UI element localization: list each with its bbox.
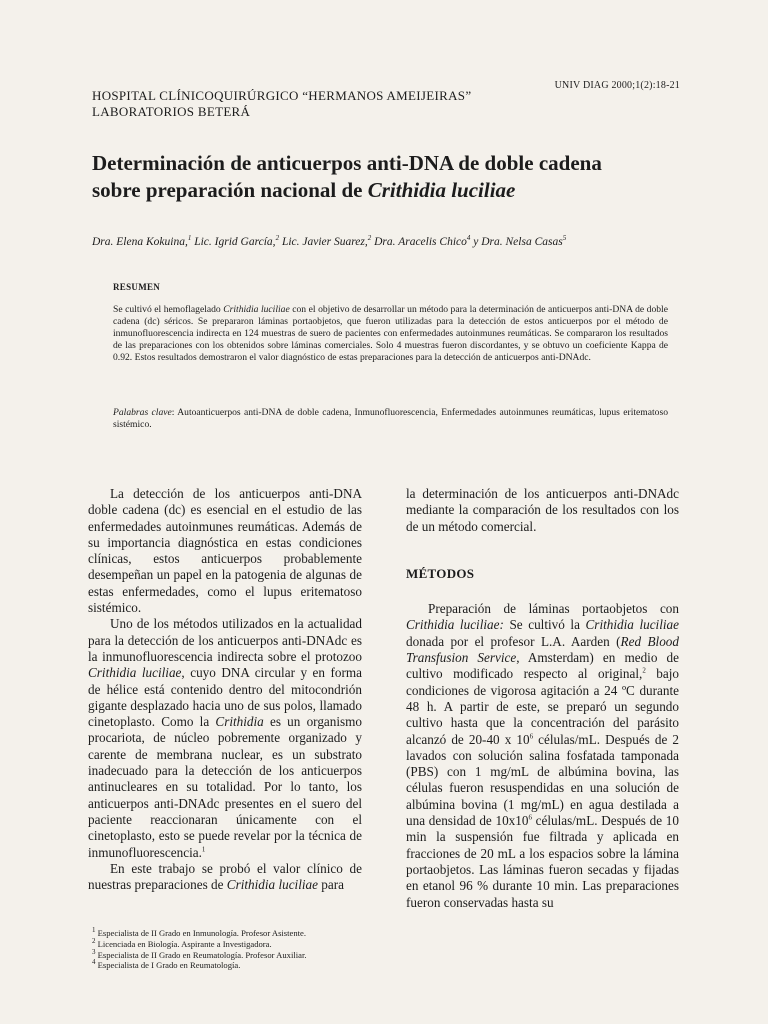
author: Dra. Elena Kokuina, bbox=[92, 236, 188, 248]
author-affiliation: 2 bbox=[275, 234, 280, 243]
footnote-text: Especialista de II Grado en Inmunología. Profesor Asistente. bbox=[97, 928, 306, 938]
body-paragraph: la determinación de los anticuerpos anti-DNAdc mediante la comparación de los resultados con los de un método comercial. bbox=[406, 486, 679, 534]
author: Lic. Igrid García, bbox=[191, 236, 276, 248]
exponent: 6 bbox=[528, 813, 532, 822]
footnote bbox=[92, 936, 392, 950]
section-heading-metodos: MÉTODOS bbox=[406, 565, 475, 581]
abstract-body bbox=[113, 304, 668, 364]
paragraph-text: células/mL. Después de 10 min la suspensión fue filtrada y aplicada en fracciones de 20 mL a los espacios sobre la lámina portaobjetos. Las láminas fueron secadas y fijadas en etanol 96 % durante 10 min. Las preparaciones fueron conservadas hasta su bbox=[406, 813, 679, 910]
citation: 1 bbox=[201, 845, 206, 854]
footnote-text: Especialista de II Grado en Reumatología. Profesor Auxiliar. bbox=[97, 949, 307, 960]
journal-reference: UNIV DIAG 2000;1(2):18-21 bbox=[554, 80, 680, 91]
species-name: Crithidia luciliae bbox=[88, 665, 182, 681]
author-affiliation: 1 bbox=[187, 234, 192, 243]
species-name: Crithidia luciliae bbox=[226, 877, 318, 893]
abstract-text: Se cultivó el hemoflagelado bbox=[113, 304, 224, 315]
paragraph-text: bajo condiciones de vigorosa agitación a 24 ºC durante 48 h. A partir de este, se preparó un segundo cultivo hasta que la concentración del parásito alcanzó de 20-40 x 10 bbox=[406, 666, 679, 747]
author-list bbox=[92, 236, 692, 248]
title-line-1: Determinación de anticuerpos anti-DNA de doble cadena bbox=[92, 151, 602, 175]
body-paragraph bbox=[88, 861, 362, 894]
abstract-species: Crithidia luciliae bbox=[223, 304, 290, 315]
abstract-heading: RESUMEN bbox=[113, 282, 161, 292]
paragraph-text: En este trabajo se probó el valor clínico de nuestras preparaciones de bbox=[88, 860, 362, 893]
paragraph-text: es un organismo procariota, de núcleo pobremente organizado y carente de membrana nuclear, es un substrato inadecuado para la detección de los anticuerpos antinucleares en su totalidad. Por lo tanto, los anticuerpos anti-DNAdc presentes en el suero del paciente reaccionaran únicamente con el cinetoplasto, esto se puede revelar por la técnica de inmunofluorescencia. bbox=[88, 714, 363, 860]
left-column bbox=[88, 486, 362, 893]
species-name: Crithidia luciliae bbox=[585, 617, 680, 633]
species-name: Crithidia luciliae: bbox=[406, 617, 504, 633]
keywords-label: Palabras clave bbox=[113, 407, 172, 418]
footnotes bbox=[92, 928, 392, 971]
footnote-marker: 1 bbox=[92, 926, 96, 935]
author: y Dra. Nelsa Casas bbox=[470, 236, 563, 248]
footnote-marker: 4 bbox=[92, 958, 96, 967]
keywords-text: : Autoanticuerpos anti-DNA de doble cadena, Inmunofluorescencia, Enfermedades autoinmunes reumáticas, lupus eritematoso sistémico. bbox=[113, 407, 668, 430]
exponent: 6 bbox=[529, 732, 534, 741]
author-affiliation: 2 bbox=[367, 234, 372, 243]
footnote bbox=[92, 960, 392, 971]
title-line-2-text: sobre preparación nacional de bbox=[92, 178, 368, 202]
hospital-name: HOSPITAL CLÍNICOQUIRÚRGICO “HERMANOS AMEIJEIRAS” bbox=[92, 88, 472, 103]
footnote-text: Especialista de I Grado en Reumatología. bbox=[97, 960, 241, 971]
paragraph-text: células/mL. Después de 2 lavados con solución salina fosfatada tamponada (PBS) con 1 mg/mL de albúmina bovina, las células fueron resuspendidas en una solución de albúmina bovina (1 mg/mL) en agua destilada a una densidad de 10x10 bbox=[406, 731, 679, 829]
paragraph-text: Uno de los métodos utilizados en la actualidad para la detección de los anticuerpos anti-DNAdc es la inmunofluorescencia indirecta sobre el protozoo bbox=[88, 616, 362, 664]
body-paragraph: La detección de los anticuerpos anti-DNA doble cadena (dc) es esencial en el estudio de las enfermedades autoinmunes reumáticas. Además de su importancia diagnóstica en estas condiciones clínicas, estos anticuerpos probablemente desempeñan un papel en la patogenia de algunas de estas enfermedades, como el lupus eritematoso sistémico. bbox=[88, 486, 362, 616]
title-line-2 bbox=[92, 177, 692, 204]
paragraph-text: Se cultivó la bbox=[503, 617, 586, 633]
footnote bbox=[92, 947, 392, 961]
paragraph-text: , cuyo DNA circular y en forma de hélice está contenido dentro del mitocondrión gigante desplazado hacia uno de sus polos, llamado cinetoplasto. Como la bbox=[88, 665, 362, 730]
footnote bbox=[92, 928, 392, 939]
paragraph-text: para bbox=[318, 877, 344, 893]
footnote-text: Licenciada en Biología. Aspirante a Investigadora. bbox=[97, 938, 272, 949]
author-affiliation: 4 bbox=[466, 234, 471, 243]
abstract-text: con el objetivo de desarrollar un método para la determinación de anticuerpos anti-DNA de doble cadena (dc) séricos. Se prepararon láminas portaobjetos, que fueron utilizadas para la detección de estos anticuerpos por el método de inmunofluorescencia indirecta en 124 muestras de suero de pacientes con enfermedades autoinmunes reumáticas. Se compararon los resultados de las preparaciones con los obtenidos sobre láminas comerciales. Solo 4 muestras fueron discordantes, y se obtuvo un coeficiente Kappa de 0.92. Estos resultados demostraron el valor diagnóstico de estas preparaciones para la detección de anticuerpos anti-DNAdc. bbox=[113, 304, 668, 363]
author: Dra. Aracelis Chico bbox=[371, 236, 467, 248]
paragraph-text: donada por el profesor L.A. Aarden ( bbox=[406, 633, 621, 649]
body-paragraph bbox=[406, 601, 679, 911]
laboratory-name: LABORATORIOS BETERÁ bbox=[92, 104, 251, 119]
citation: 2 bbox=[642, 666, 646, 675]
institution-header bbox=[92, 88, 471, 120]
institution-name: Red Blood Transfusion Service bbox=[406, 633, 679, 666]
footnote-marker: 3 bbox=[92, 947, 96, 956]
keywords bbox=[113, 407, 668, 431]
footnote-marker: 2 bbox=[92, 936, 96, 945]
title-species: Crithidia luciliae bbox=[367, 178, 516, 202]
paragraph-text: Preparación de láminas portaobjetos con bbox=[428, 601, 679, 617]
author-affiliation: 5 bbox=[562, 234, 567, 243]
author: Lic. Javier Suarez, bbox=[279, 236, 368, 248]
species-name: Crithidia bbox=[215, 714, 264, 730]
article-title bbox=[92, 150, 692, 204]
body-paragraph bbox=[88, 616, 362, 860]
right-column bbox=[406, 486, 679, 911]
paragraph-text: , Amsterdam) en medio de cultivo modificado respecto al original, bbox=[406, 650, 679, 682]
